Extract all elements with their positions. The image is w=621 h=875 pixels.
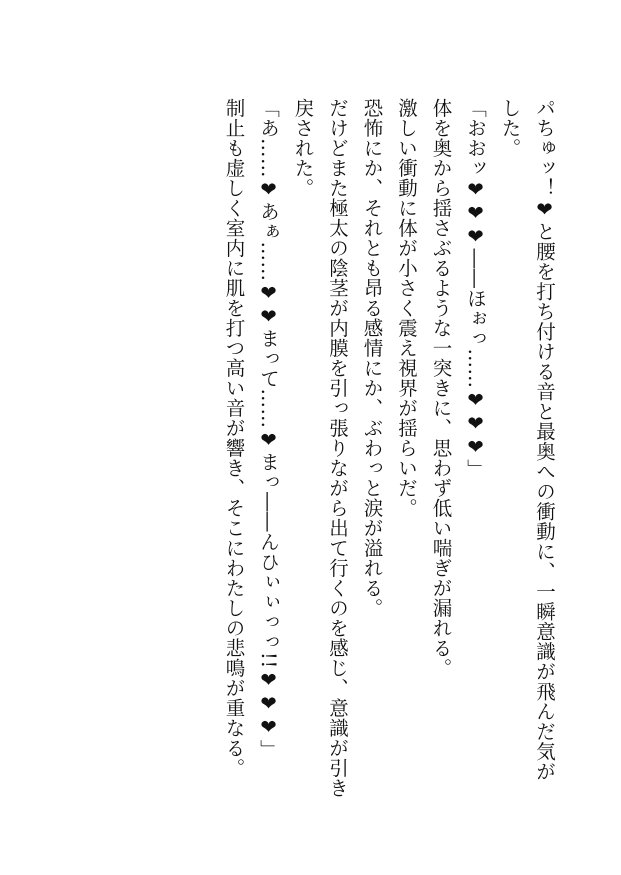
paragraph-8: 制止も虚しく室内に肌を打つ高い音が響き、そこにわたしの悲鳴が重なる。 bbox=[222, 98, 246, 778]
paragraph-4: 激しい衝動に体が小さく震え視界が揺らいだ。 bbox=[395, 98, 418, 518]
paragraph-2: 「おおッ❤❤❤――ほぉっ……❤❤❤」 bbox=[464, 98, 487, 479]
paragraph-1: パちゅッ！❤と腰を打ち付ける音と最奥への衝動に、一瞬意識が飛んだ気がした。 bbox=[498, 98, 556, 782]
paragraph-7: 「あ……❤あぁ……❤❤まって……❤まっ――んひぃぃっっ!!❤❤❤」 bbox=[257, 98, 280, 760]
paragraph-6: だけどまた極太の陰茎が内膜を引っ張りながら出て行くのを感じ、意識が引き戻された。 bbox=[291, 98, 349, 798]
vertical-text-body bbox=[216, 98, 561, 798]
paragraph-5: 恐怖にか、それとも昂る感情にか、ぶわっと涙が溢れる。 bbox=[360, 98, 384, 618]
book-page bbox=[60, 98, 561, 798]
paragraph-3: 体を奥から揺さぶるような一突きに、思わず低い喘ぎが漏れる。 bbox=[429, 98, 453, 678]
